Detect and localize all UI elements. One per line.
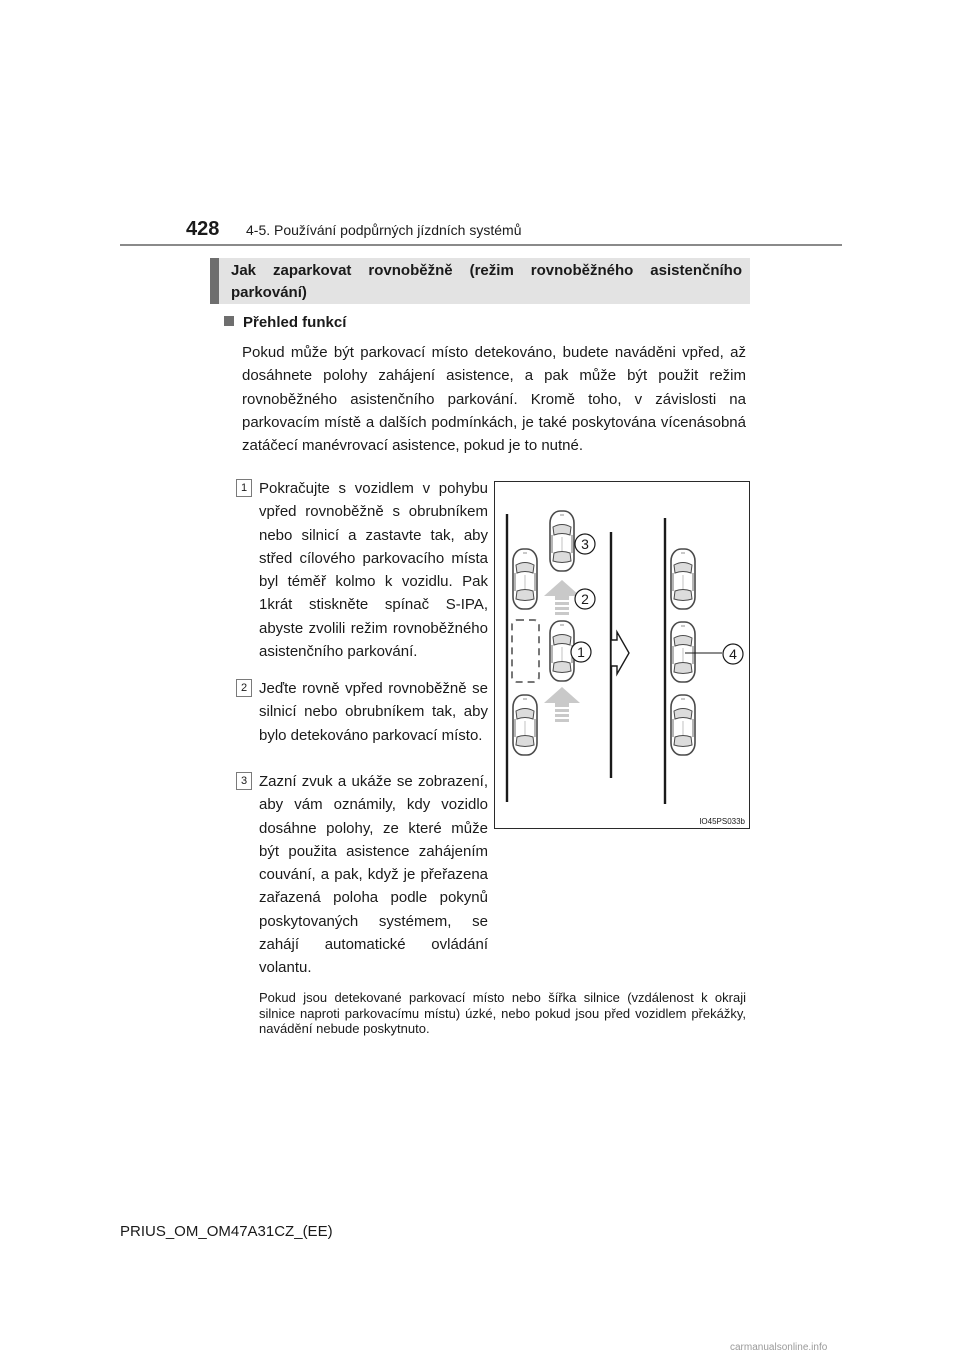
target-parking-space (512, 620, 539, 682)
parking-diagram-svg (495, 482, 751, 830)
far-side-car-detected (671, 622, 695, 682)
intro-paragraph: Pokud může být parkovací místo detekováno, budete naváděni vpřed, až dosáhnete polohy zahájení asistence, a pak může být použit režim rovnoběžného asistenčního parkování. Kromě toho, v závislosti na parkovacím místě a dalších podmínkách, je také poskytována vícenásobná zatáčecí manévrovací asistence, pokud je to nutné. (242, 344, 746, 455)
step-number-badge: 3 (236, 772, 252, 790)
detection-arrow-icon (611, 632, 629, 674)
own-vehicle-position-3 (550, 511, 574, 571)
own-vehicle-position-1 (550, 621, 574, 681)
parking-diagram (494, 481, 750, 829)
step-text: Jeďte rovně vpřed rovnoběžně se silnicí nebo obrubníkem tak, aby bylo detekováno parkovací místo. (259, 680, 488, 744)
step-text: Zazní zvuk a ukáže se zobrazení, aby vám oznámily, kdy vozidlo dosáhne polohy, ze které může být použita asistence zahájením couvání, a pak, když je přeřazena zařazená poloha podle pokynů poskytovaných systémem, se zahájí automatické ovládání volantu. (259, 773, 488, 977)
far-side-car (671, 695, 695, 755)
svg-text:1: 1 (577, 644, 585, 660)
far-side-car (671, 549, 695, 609)
step-text: Pokračujte s vozidlem v pohybu vpřed rovnoběžně s obrubníkem nebo silnicí a zastavte tak, aby střed cílového parkovacího místa byl téměř kolmo k vozidlu. Pak 1krát stiskněte spínač S-IPA, abyste zvolili režim rovnoběžného asistenčního parkování. (259, 480, 488, 661)
step-3 (236, 770, 488, 980)
subsection-heading (224, 314, 346, 331)
step-number-badge: 2 (236, 679, 252, 697)
header-rule (120, 244, 842, 246)
step-1 (236, 477, 488, 663)
parked-car-rear (513, 695, 537, 755)
svg-text:2: 2 (581, 591, 589, 607)
square-bullet-icon (224, 316, 234, 326)
footer-doc-id: PRIUS_OM_OM47A31CZ_(EE) (120, 1223, 333, 1240)
section-heading-box (210, 258, 750, 304)
subsection-title: Přehled funkcí (243, 314, 347, 331)
watermark: carmanualsonline.info (730, 1342, 828, 1353)
forward-arrow-icon (544, 687, 580, 722)
step-2 (236, 677, 488, 747)
step-number-badge: 1 (236, 479, 252, 497)
svg-text:3: 3 (581, 536, 589, 552)
parked-car-front (513, 549, 537, 609)
svg-text:4: 4 (729, 646, 737, 662)
page-number: 428 (186, 218, 220, 240)
callout-4 (723, 644, 743, 664)
callout-2 (575, 589, 595, 609)
note-paragraph: Pokud jsou detekované parkovací místo nebo šířka silnice (vzdálenost k okraji silnice naproti parkovacímu místu) úzké, nebo pokud jsou před vozidlem překážky, navádění nebude poskytnuto. (259, 990, 746, 1036)
section-title: Jak zaparkovat rovnoběžně (režim rovnoběžného asistenčního parkování) (231, 262, 742, 301)
callout-1 (571, 642, 591, 662)
figure-code: IO45PS033b (699, 817, 745, 826)
chapter-title: 4-5. Používání podpůrných jízdních systémů (246, 222, 522, 238)
callout-3 (575, 534, 595, 554)
